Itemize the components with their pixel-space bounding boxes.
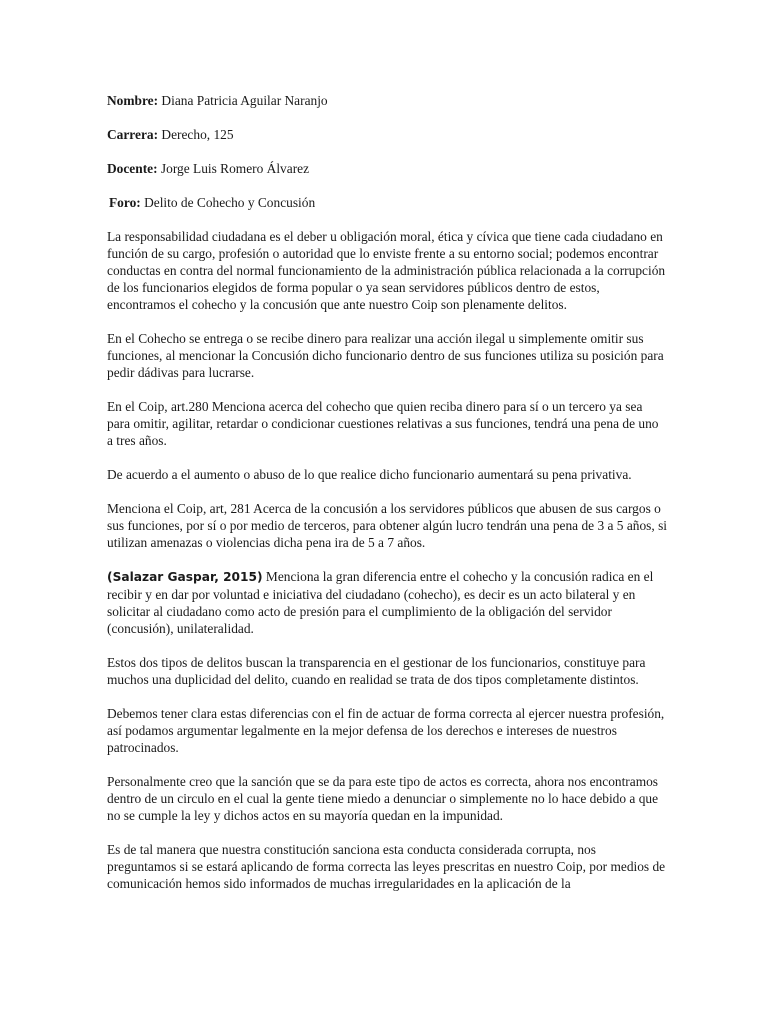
paragraph-8: Debemos tener clara estas diferencias con el fin de actuar de forma correcta al ejercer nuestra profesión, así podamos argumentar legalmente en la mejor defensa de los derechos e intereses de nuestros patrocinados.	[107, 706, 665, 755]
paragraph-9: Personalmente creo que la sanción que se da para este tipo de actos es correcta, ahora nos encontramos dentro de un circulo en el cual la gente tiene miedo a denunciar o simplemente no lo hace debido a que no se cumple la ley y dichos actos en su mayoría quedan en la impunidad.	[107, 774, 659, 823]
docente-label: Docente:	[107, 161, 158, 176]
docente-value: Jorge Luis Romero Álvarez	[157, 161, 310, 176]
paragraph-1: La responsabilidad ciudadana es el deber u obligación moral, ética y cívica que tiene cada ciudadano en función de su cargo, profesión o autoridad que lo enviste frente a su entorno social; podemos encontrar conductas en contra del normal funcionamiento de la administración pública relacionada a la corrupción de los funcionarios elegidos de forma popular o ya sean servidores públicos dentro de estos, encontramos el cohecho y la concusión que ante nuestro Coip son plenamente delitos.	[107, 229, 666, 312]
foro-label: Foro:	[109, 195, 141, 210]
document-page	[107, 92, 667, 909]
carrera-label: Carrera:	[107, 127, 159, 142]
paragraph-10: Es de tal manera que nuestra constitución sanciona esta conducta considerada corrupta, nos preguntamos si se estará aplicando de forma correcta las leyes prescritas en nuestro Coip, por medios de comunicación hemos sido informados de muchas irregularidades en la aplicación de la	[107, 842, 666, 891]
paragraph-6-text: Menciona la gran diferencia entre el cohecho y la concusión radica en el recibir y en dar por voluntad e iniciativa del ciudadano (cohecho), es decir es un acto bilateral y en solicitar al ciudadano como acto de presión para el cumplimiento de la obligación del servidor (concusión), unilateralidad.	[107, 569, 654, 636]
paragraph-3: En el Coip, art.280 Menciona acerca del cohecho que quien reciba dinero para sí o un tercero ya sea para omitir, agilitar, retardar o condicionar cuestiones relativas a sus funciones, tendrá una pena de uno a tres años.	[107, 399, 659, 448]
carrera-value: Derecho, 125	[158, 127, 234, 142]
foro-value: Delito de Cohecho y Concusión	[140, 195, 316, 210]
nombre-field	[107, 92, 667, 109]
carrera-field	[107, 126, 667, 143]
docente-field	[107, 160, 667, 177]
paragraph-4: De acuerdo a el aumento o abuso de lo que realice dicho funcionario aumentará su pena privativa.	[107, 467, 632, 482]
paragraph-5: Menciona el Coip, art, 281 Acerca de la concusión a los servidores públicos que abusen de sus cargos o sus funciones, por sí o por medio de terceros, para obtener algún lucro tendrán una pena de 3 a 5 años, si utilizan amenazas o violencias dicha pena ira de 5 a 7 años.	[107, 501, 668, 550]
nombre-label: Nombre:	[107, 93, 159, 108]
paragraph-7: Estos dos tipos de delitos buscan la transparencia en el gestionar de los funcionarios, constituye para muchos una duplicidad del delito, cuando en realidad se trata de dos tipos completamente distintos.	[107, 655, 646, 687]
paragraph-2: En el Cohecho se entrega o se recibe dinero para realizar una acción ilegal u simplemente omitir sus funciones, al mencionar la Concusión dicho funcionario dentro de sus funciones utiliza su posición para pedir dádivas para lucrarse.	[107, 331, 664, 380]
nombre-value: Diana Patricia Aguilar Naranjo	[158, 93, 328, 108]
paragraph-6	[107, 568, 667, 637]
foro-field	[107, 194, 667, 211]
citation: (Salazar Gaspar, 2015)	[107, 570, 263, 584]
